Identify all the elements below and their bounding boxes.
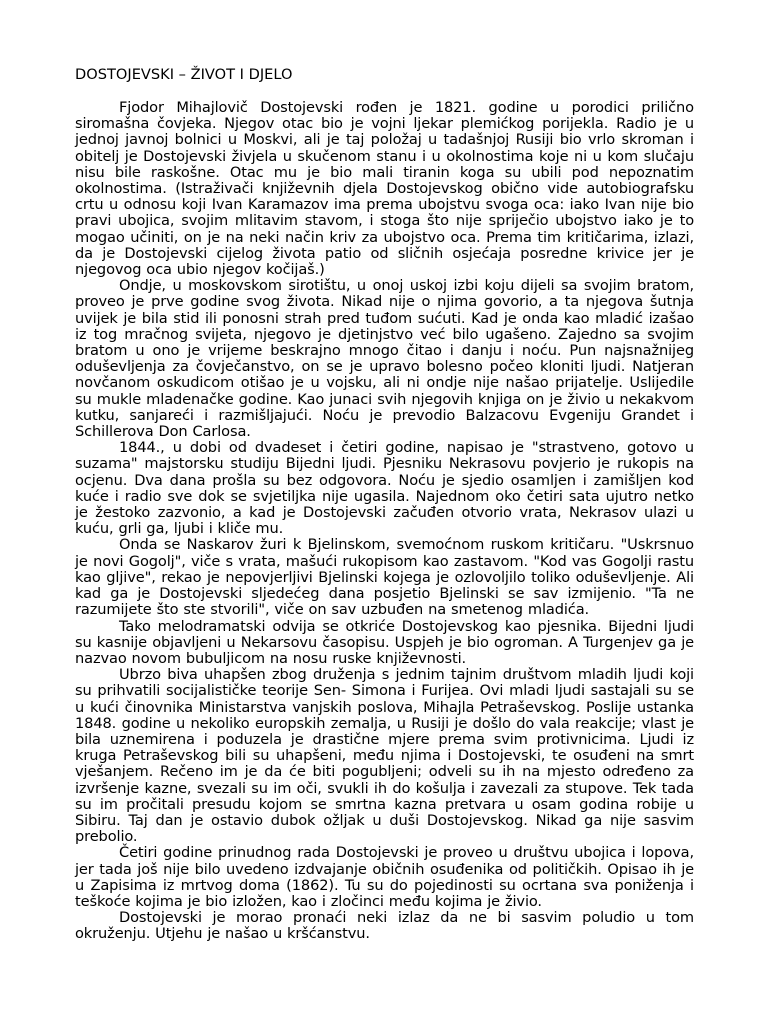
document-title: DOSTOJEVSKI – ŽIVOT I DJELO [75, 66, 293, 83]
paragraph: Ubrzo biva uhapšen zbog druženja s jednim tajnim društvom mladih ljudi koji su prihvatili socijalističke teorije Sen- Simona i Furijea. Ovi mladi ljudi sastajali su se u kući činovnika Ministarstva vanjskih poslova, Mihajla Petraševskog. Poslije ustanka 1848. godine u nekoliko europskih zemalja, u Rusiji je došlo do vala reakcije; vlast je bila uznemirena i poduzela je drastične mjere prema svim protivnicima. Ljudi iz kruga Petraševskog bili su uhapšeni, među njima i Dostojevski, te osuđeni na smrt vješanjem. Rečeno im je da će biti pogubljeni; odveli su ih na mjesto određeno za izvršenje kazne, svezali su im oči, svukli ih do košulja i zavezali za stupove. Tek tada su im pročitali presudu kojom se smrtna kazna pretvara u osam godina robije u Sibiru. Taj dan je ostavio dubok ožljak u duši Dostojevskog. Nikad ga nije sasvim prebolio. [75, 666, 694, 846]
paragraph: Dostojevski je morao pronaći neki izlaz da ne bi sasvim poludio u tom okruženju. Utjehu je našao u kršćanstvu. [75, 909, 694, 943]
paragraph: Četiri godine prinudnog rada Dostojevski je proveo u društvu ubojica i lopova, jer tada još nije bilo uvedeno izdvajanje običnih osuđenika od političkih. Opisao ih je u Zapisima iz mrtvog doma (1862). Tu su do pojedinosti su ocrtana sva poniženja i teškoće kojima je bio izložen, kao i zločinci među kojima je živio. [75, 844, 694, 910]
paragraph: Fjodor Mihajlovič Dostojevski rođen je 1821. godine u porodici prilično siromašna čovjeka. Njegov otac bio je vojni ljekar plemićkog porijekla. Radio je u jednoj javnoj bolnici u Moskvi, ali je taj položaj u tadašnjoj Rusiji bio vrlo skroman i obitelj je Dostojevski živjela u skučenom stanu i u okolnostima koje ni u kom slučaju nisu bile raskošne. Otac mu je bio mali tiranin koga su ubili pod nepoznatim okolnostima. (Istraživači književnih djela Dostojevskog obično vide autobiografsku crtu u odnosu koji Ivan Karamazov ima prema ubojstvu svoga oca: iako Ivan nije bio pravi ubojica, svojim mlitavim stavom, i stoga što nije spriječio ubojstvo iako je to mogao učiniti, on je na neki način kriv za ubojstvo oca. Prema tim kritičarima, izlazi, da je Dostojevski cijelog života patio od sličnih osjećaja posredne krivice jer je njegovog oca ubio njegov kočijaš.) [75, 99, 694, 279]
document-page [75, 66, 694, 943]
paragraph: Onda se Naskarov žuri k Bjelinskom, svemoćnom ruskom kritičaru. "Uskrsnuo je novi Gogolj", viče s vrata, mašući rukopisom kao zastavom. "Kod vas Gogolji rastu kao gljive", rekao je nepovjerljivi Bjelinski kojega je ozlovoljilo toliko oduševljenje. Ali kad ga je Dostojevski sljedećeg dana posjetio Bjelinski se sav izmijenio. "Ta ne razumijete što ste stvorili", viče on sav uzbuđen na smetenog mladića. [75, 536, 694, 619]
paragraph: Tako melodramatski odvija se otkriće Dostojevskog kao pjesnika. Bijedni ljudi su kasnije objavljeni u Nekarsovu časopisu. Uspjeh je bio ogroman. A Turgenjev ga je nazvao novom bubuljicom na nosu ruske književnosti. [75, 617, 694, 667]
paragraph: Ondje, u moskovskom sirotištu, u onoj uskoj izbi koju dijeli sa svojim bratom, proveo je prve godine svog života. Nikad nije o njima govorio, a ta njegova šutnja uvijek je bila stid ili ponosni strah pred tuđom sućuti. Kad je onda kao mladić izašao iz tog mračnog svijeta, njegovo je djetinjstvo već bilo ugašeno. Zajedno sa svojim bratom u ono je vrijeme beskrajno mnogo čitao i danju i noću. Pun najsnažnijeg oduševljenja za čovječanstvo, on se je upravo bolesno počeo kloniti ljudi. Natjeran novčanom oskudicom otišao je u vojsku, ali ni ondje nije našao prijatelje. Uslijedile su mukle mladenačke godine. Kao junaci svih njegovih knjiga on je živio u nekakvom kutku, sanjareći i razmišljajući. Noću je prevodio Balzacovu Evgeniju Grandet i Schillerova Don Carlosa. [75, 277, 694, 441]
paragraph: 1844., u dobi od dvadeset i četiri godine, napisao je "strastveno, gotovo u suzama" majstorsku studiju Bijedni ljudi. Pjesniku Nekrasovu povjerio je rukopis na ocjenu. Dva dana prošla su bez odgovora. Noću je sjedio osamljen i zamišljen kod kuće i radio sve dok se svjetiljka nije ugasila. Najednom oko četiri sata ujutro netko je žestoko zazvonio, a kad je Dostojevski začuđen otvorio vrata, Nekrasov ulazi u kuću, grli ga, ljubi i kliče mu. [75, 439, 694, 538]
